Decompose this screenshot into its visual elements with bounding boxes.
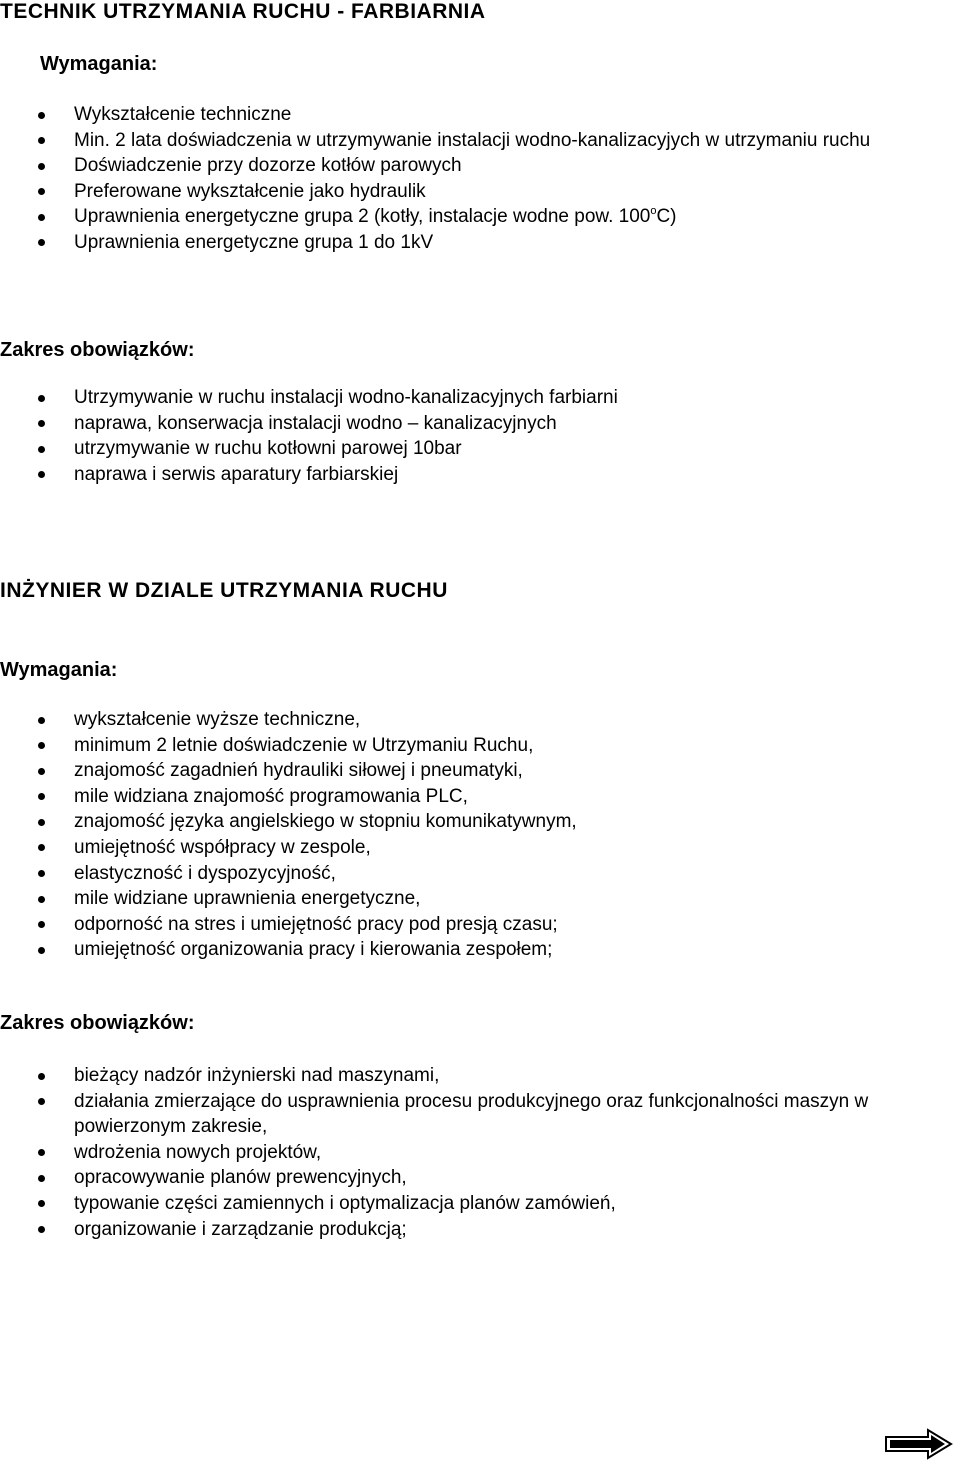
list-item: umiejętność współpracy w zespole, bbox=[0, 835, 900, 861]
duties-list-engineer bbox=[0, 1063, 900, 1242]
list-item: mile widziane uprawnienia energetyczne, bbox=[0, 886, 900, 912]
list-item: organizowanie i zarządzanie produkcją; bbox=[0, 1217, 900, 1243]
requirements-list-engineer bbox=[0, 707, 900, 963]
permit-unit: C) bbox=[656, 206, 677, 228]
list-item: bieżący nadzór inżynierski nad maszynami, bbox=[0, 1063, 900, 1089]
list-item: naprawa i serwis aparatury farbiarskiej bbox=[0, 462, 900, 488]
list-item: utrzymywanie w ruchu kotłowni parowej 10bar bbox=[0, 436, 900, 462]
list-item: Preferowane wykształcenie jako hydraulik bbox=[0, 179, 900, 205]
list-item: opracowywanie planów prewencyjnych, bbox=[0, 1165, 900, 1191]
list-item: znajomość zagadnień hydrauliki siłowej i pneumatyki, bbox=[0, 758, 900, 784]
requirements-list-technician bbox=[0, 102, 900, 256]
duties-list-technician bbox=[0, 385, 900, 487]
degree-symbol: o bbox=[650, 205, 657, 218]
list-item: Wykształcenie techniczne bbox=[0, 102, 900, 128]
list-item: odporność na stres i umiejętność pracy pod presją czasu; bbox=[0, 912, 900, 938]
requirements-heading-technician: Wymagania: bbox=[40, 53, 158, 75]
list-item: Utrzymywanie w ruchu instalacji wodno-kanalizacyjnych farbiarni bbox=[0, 385, 900, 411]
list-item: minimum 2 letnie doświadczenie w Utrzymaniu Ruchu, bbox=[0, 733, 900, 759]
list-item bbox=[0, 204, 900, 230]
list-item: działania zmierzające do usprawnienia procesu produkcyjnego oraz funkcjonalności maszyn w powierzonym zakresie, bbox=[0, 1089, 900, 1140]
list-item: Doświadczenie przy dozorze kotłów parowych bbox=[0, 153, 900, 179]
list-item: umiejętność organizowania pracy i kierowania zespołem; bbox=[0, 937, 900, 963]
list-item: Min. 2 lata doświadczenia w utrzymywanie instalacji wodno-kanalizacyjych w utrzymaniu ruchu bbox=[0, 128, 900, 154]
permit-text: Uprawnienia energetyczne grupa 2 (kotły, instalacje wodne pow. 100 bbox=[74, 206, 651, 228]
list-item: Uprawnienia energetyczne grupa 1 do 1kV bbox=[0, 230, 900, 256]
list-item: znajomość języka angielskiego w stopniu komunikatywnym, bbox=[0, 809, 900, 835]
list-item: wdrożenia nowych projektów, bbox=[0, 1140, 900, 1166]
list-item: typowanie części zamiennych i optymalizacja planów zamówień, bbox=[0, 1191, 900, 1217]
section-title-engineer: INŻYNIER W DZIALE UTRZYMANIA RUCHU bbox=[0, 579, 448, 602]
duties-heading-engineer: Zakres obowiązków: bbox=[0, 1012, 195, 1034]
list-item: elastyczność i dyspozycyjność, bbox=[0, 861, 900, 887]
requirements-heading-engineer: Wymagania: bbox=[0, 659, 118, 681]
right-arrow-icon[interactable] bbox=[884, 1428, 954, 1460]
section-title-technician: TECHNIK UTRZYMANIA RUCHU - FARBIARNIA bbox=[0, 0, 486, 23]
list-item: mile widziana znajomość programowania PLC, bbox=[0, 784, 900, 810]
list-item: wykształcenie wyższe techniczne, bbox=[0, 707, 900, 733]
duties-heading-technician: Zakres obowiązków: bbox=[0, 339, 195, 361]
list-item: naprawa, konserwacja instalacji wodno – kanalizacyjnych bbox=[0, 411, 900, 437]
